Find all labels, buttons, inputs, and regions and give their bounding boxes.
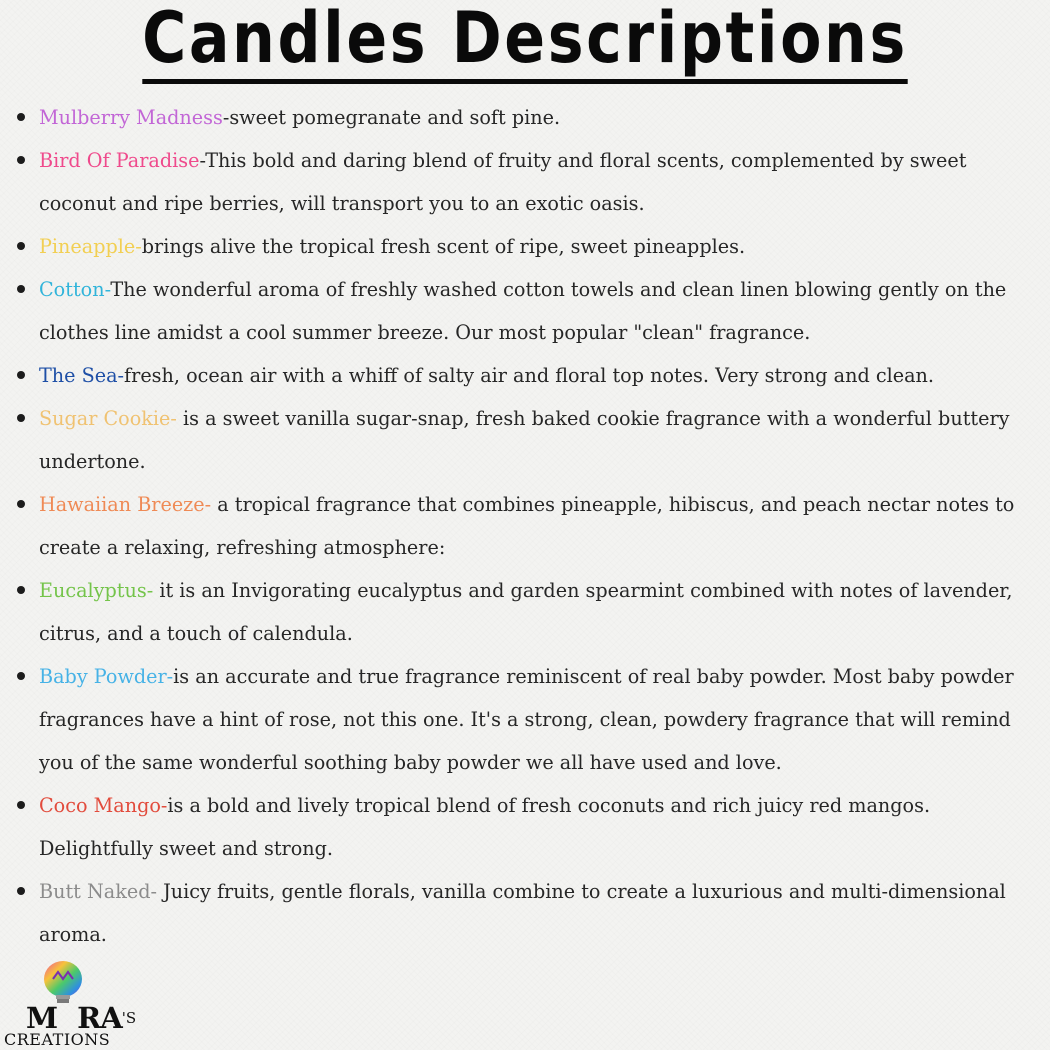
bullet-icon	[17, 371, 25, 379]
candle-name: Hawaiian Breeze-	[39, 493, 212, 516]
mora-creations-logo	[2, 960, 137, 1049]
candle-name: Butt Naked-	[39, 880, 157, 903]
candle-description-item	[39, 784, 1024, 870]
candle-name: The Sea-	[39, 364, 125, 387]
candle-description-item	[39, 870, 1024, 956]
bullet-icon	[17, 113, 25, 121]
candle-description: -This bold and daring blend of fruity and floral scents, complemented by sweet coconut and ripe berries, will transport you to an exotic oasis.	[39, 149, 973, 215]
candle-name: Coco Mango-	[39, 794, 168, 817]
page-title-text: Candles Descriptions	[142, 0, 908, 84]
candle-description-item	[39, 96, 1024, 139]
candle-name: Mulberry Madness	[39, 106, 223, 129]
candle-description: brings alive the tropical fresh scent of ripe, sweet pineapples.	[141, 235, 746, 258]
candle-name: Pineapple-	[39, 235, 142, 258]
candle-description: Juicy fruits, gentle florals, vanilla combine to create a luxurious and multi-dimensional aroma.	[39, 880, 1012, 946]
bullet-icon	[17, 242, 25, 250]
logo-brand-letter-m: M	[26, 1001, 58, 1035]
bullet-icon	[17, 672, 25, 680]
candle-name: Baby Powder-	[39, 665, 174, 688]
lightbulb-icon	[40, 960, 86, 1004]
candle-description-item	[39, 268, 1024, 354]
candle-description: it is an Invigorating eucalyptus and garden spearmint combined with notes of lavender, citrus, and a touch of calendula.	[39, 579, 1019, 645]
candle-description: -sweet pomegranate and soft pine.	[222, 106, 561, 129]
candle-name: Sugar Cookie-	[39, 407, 177, 430]
candle-name: Eucalyptus-	[39, 579, 154, 602]
candle-description: a tropical fragrance that combines pineapple, hibiscus, and peach nectar notes to create a relaxing, refreshing atmosphere:	[39, 493, 1021, 559]
bullet-icon	[17, 887, 25, 895]
candle-description-list	[39, 96, 1024, 956]
candle-description: The wonderful aroma of freshly washed cotton towels and clean linen blowing gently on the clothes line amidst a cool summer breeze. Our most popular "clean" fragrance.	[39, 278, 1013, 344]
candle-name: Cotton-	[39, 278, 111, 301]
logo-brand-apostrophe-s: 'S	[121, 1009, 137, 1027]
candle-description: fresh, ocean air with a whiff of salty air and floral top notes. Very strong and clean.	[124, 364, 934, 387]
candle-description: is a bold and lively tropical blend of fresh coconuts and rich juicy red mangos. Delightfully sweet and strong.	[39, 794, 937, 860]
candle-description-item	[39, 354, 1024, 397]
bullet-icon	[17, 285, 25, 293]
candle-description-item	[39, 655, 1024, 784]
candle-description-item	[39, 569, 1024, 655]
logo-subtitle: CREATIONS	[4, 1030, 111, 1049]
bullet-icon	[17, 156, 25, 164]
bullet-icon	[17, 586, 25, 594]
bullet-icon	[17, 414, 25, 422]
logo-brand-letters-ra: RA	[77, 1001, 122, 1035]
candle-description-item	[39, 397, 1024, 483]
bullet-icon	[17, 801, 25, 809]
candle-description-item	[39, 483, 1024, 569]
candle-description-item	[39, 225, 1024, 268]
candle-description-item	[39, 139, 1024, 225]
bullet-icon	[17, 500, 25, 508]
candle-description: is an accurate and true fragrance reminiscent of real baby powder. Most baby powder fragrances have a hint of rose, not this one. It's a strong, clean, powdery fragrance that will remind you of the same wonderful soothing baby powder we all have used and love.	[39, 665, 1020, 774]
candle-description: is a sweet vanilla sugar-snap, fresh baked cookie fragrance with a wonderful buttery undertone.	[39, 407, 1016, 473]
page-title	[74, 0, 977, 78]
candle-name: Bird Of Paradise	[39, 149, 200, 172]
